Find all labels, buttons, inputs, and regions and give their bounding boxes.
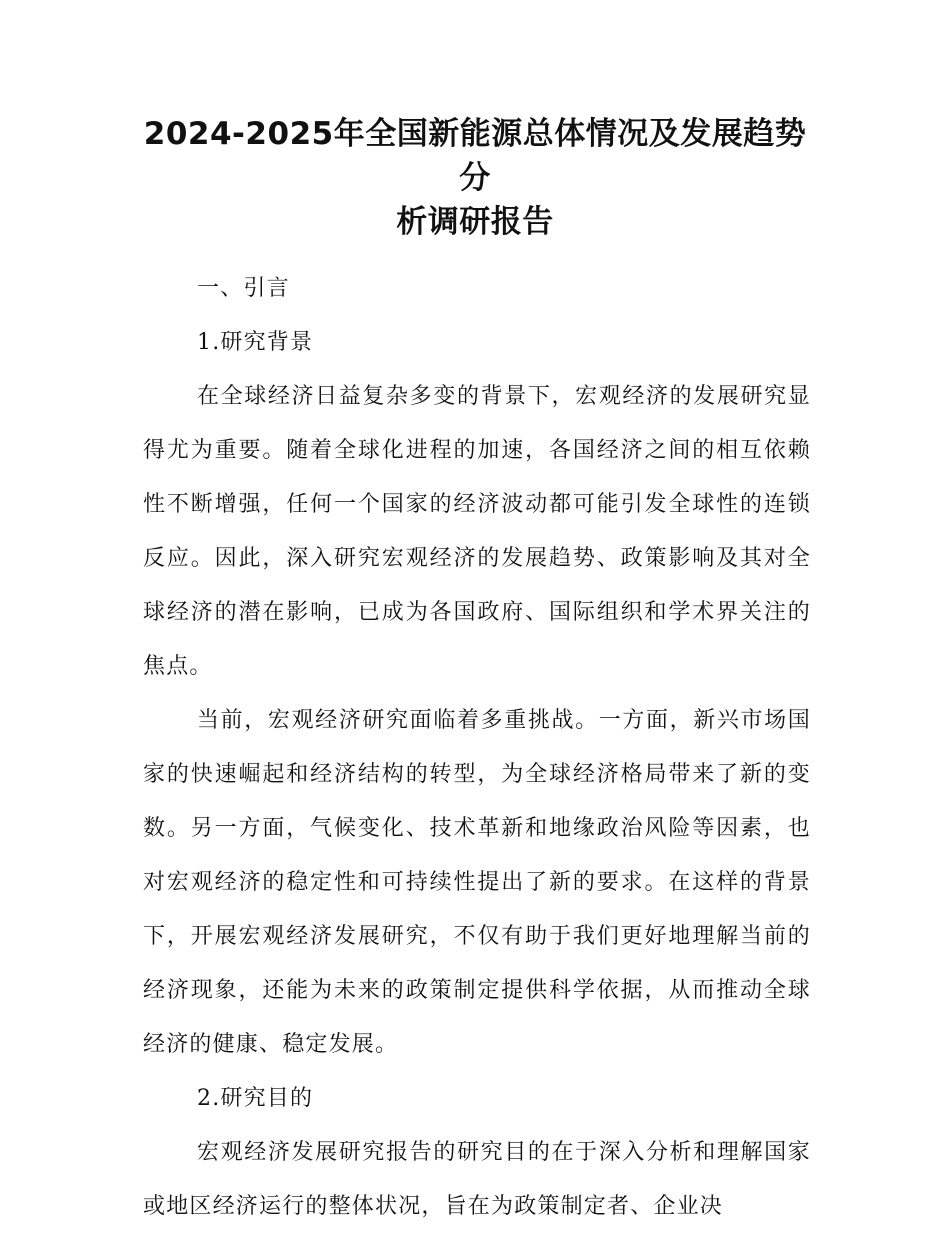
paragraph-background-2: 当前，宏观经济研究面临着多重挑战。一方面，新兴市场国家的快速崛起和经济结构的转型，为全球经济格局带来了新的变数。另一方面，气候变化、技术革新和地缘政治风险等因素，也对宏观经济的稳定性和可持续性提出了新的要求。在这样的背景下，开展宏观经济发展研究，不仅有助于我们更好地理解当前的经济现象，还能为未来的政策制定提供科学依据，从而推动全球经济的健康、稳定发展。 [143,708,811,1057]
subsection-heading-background: 1.研究背景 [197,330,314,355]
section-heading-introduction: 一、引言 [197,276,290,301]
document-title-line-1: 2024-2025年全国新能源总体情况及发展趋势分 [143,116,807,196]
subsection-heading-purpose: 2.研究目的 [197,1086,314,1111]
paragraph-background-1: 在全球经济日益复杂多变的背景下，宏观经济的发展研究显得尤为重要。随着全球化进程的加速，各国经济之间的相互依赖性不断增强，任何一个国家的经济波动都可能引发全球性的连锁反应。因此，深入研究宏观经济的发展趋势、政策影响及其对全球经济的潜在影响，已成为各国政府、国际组织和学术界关注的焦点。 [143,384,811,679]
document-title-line-2: 析调研报告 [396,204,554,240]
document-title [140,112,810,244]
paragraph-purpose-1: 宏观经济发展研究报告的研究目的在于深入分析和理解国家或地区经济运行的整体状况，旨在为政策制定者、企业决 [143,1140,811,1219]
document-body [143,262,811,1234]
